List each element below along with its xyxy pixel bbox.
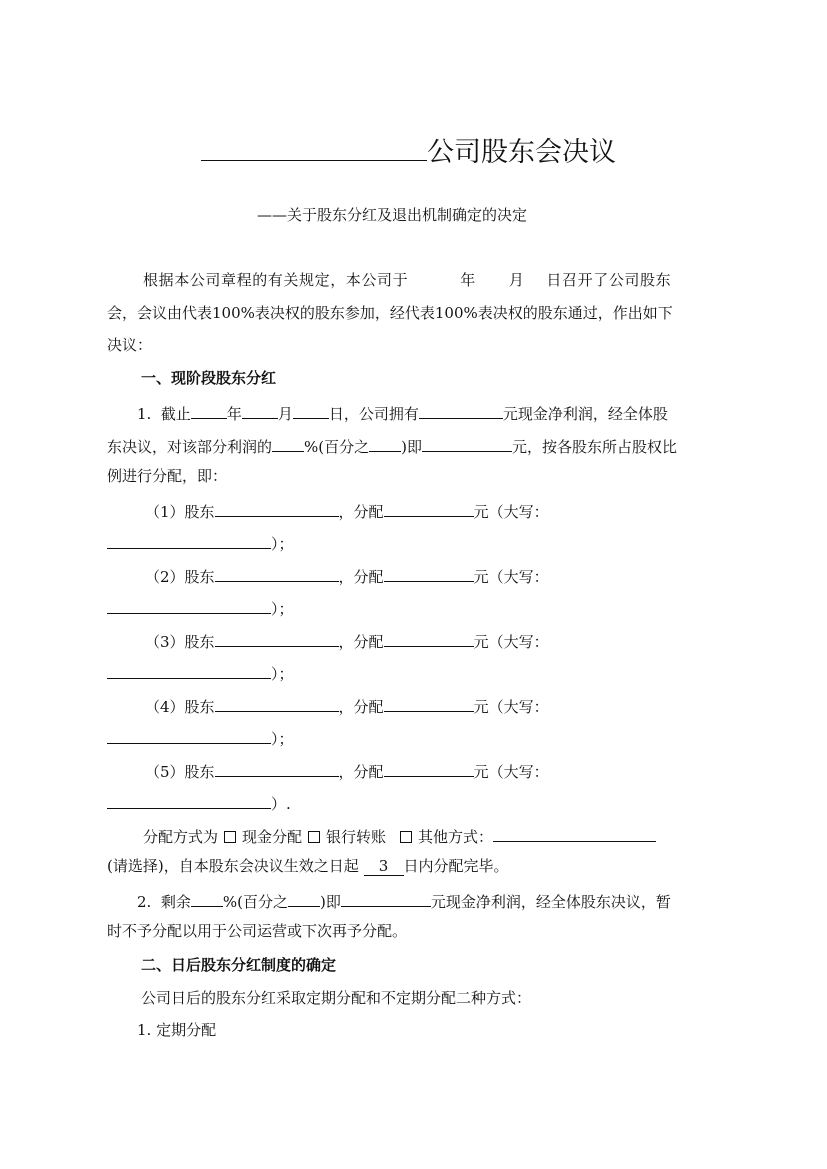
shareholder-row: （5）股东 ，分配 元（大写： [145,759,549,782]
shareholder-row-capitalized: ）； [107,726,294,749]
item-2-line-1: 2. 剩余 %(百分之 )即 元现金净利润，经全体股东决议，暂 [137,889,671,912]
shareholder-row: （1）股东 ，分配 元（大写： [145,499,549,522]
item-1-line-2: 东决议，对该部分利润的 %(百分之 )即 元，按各股东所占股权比 [107,434,677,457]
item-2-line-2: 时不予分配以用于公司运营或下次再予分配。 [107,922,408,940]
section-2-paragraph: 公司日后的股东分红采取定期分配和不定期分配二种方式： [141,989,532,1007]
cutoff-month-field[interactable] [242,401,278,419]
subtitle: ——关于股东分红及退出机制确定的决定 [257,206,528,224]
intro-line-3: 决议： [107,336,153,354]
item-1-line-3: 例进行分配，即： [107,467,228,485]
section-2-heading: 二、日后股东分红制度的确定 [141,956,337,974]
page-title [201,134,616,170]
distribution-line-1: 分配方式为 现金分配 银行转账 其他方式： [143,824,656,847]
shareholder-amount-field[interactable] [384,499,474,517]
intro-line-2: 会，会议由代表100%表决权的股东参加，经代表100%表决权的股东通过，作出如下 [107,304,673,322]
cutoff-year-field[interactable] [191,401,227,419]
item-1-line-1: 1. 截止 年 月 日，公司拥有 元现金净利润，经全体股 [137,401,668,424]
checkbox-other[interactable] [400,831,412,843]
shareholder-amount-field[interactable] [384,629,474,647]
capitalized-amount-field[interactable] [107,661,271,679]
remaining-percent-words-field[interactable] [288,889,320,907]
shareholder-amount-field[interactable] [384,694,474,712]
capitalized-amount-field[interactable] [107,791,271,809]
other-method-field[interactable] [493,824,656,842]
distribution-line-2: (请选择)，自本股东会决议生效之日起 3 日内分配完毕。 [107,857,509,875]
shareholder-name-field[interactable] [215,629,339,647]
amount-field[interactable] [422,434,512,452]
capitalized-amount-field[interactable] [107,531,271,549]
shareholder-amount-field[interactable] [384,564,474,582]
shareholder-name-field[interactable] [215,759,339,777]
capitalized-amount-field[interactable] [107,596,271,614]
shareholder-row-capitalized: ）； [107,661,294,684]
shareholder-name-field[interactable] [215,694,339,712]
net-profit-field[interactable] [419,401,503,419]
capitalized-amount-field[interactable] [107,726,271,744]
cutoff-day-field[interactable] [293,401,329,419]
shareholder-name-field[interactable] [215,564,339,582]
remaining-amount-field[interactable] [341,889,431,907]
shareholder-amount-field[interactable] [384,759,474,777]
section-1-heading: 一、现阶段股东分红 [141,369,277,387]
checkbox-bank-transfer[interactable] [308,831,320,843]
shareholder-row-capitalized: ）. [107,791,291,814]
shareholder-name-field[interactable] [215,499,339,517]
shareholder-row-capitalized: ）； [107,531,294,554]
percent-words-field[interactable] [369,434,401,452]
shareholder-row: （3）股东 ，分配 元（大写： [145,629,549,652]
shareholder-row-capitalized: ）； [107,596,294,619]
title-text: 公司股东会决议 [427,137,616,168]
percent-field[interactable] [272,434,304,452]
days-field[interactable]: 3 [364,858,404,876]
remaining-percent-field[interactable] [191,889,223,907]
checkbox-cash[interactable] [224,831,236,843]
company-name-blank[interactable] [201,134,427,161]
shareholder-row: （2）股东 ，分配 元（大写： [145,564,549,587]
shareholder-row: （4）股东 ，分配 元（大写： [145,694,549,717]
section-2-item-1: 1. 定期分配 [137,1021,217,1039]
intro-line-1: 根据本公司章程的有关规定，本公司于 年 月 日召开了公司股东 [143,271,672,289]
